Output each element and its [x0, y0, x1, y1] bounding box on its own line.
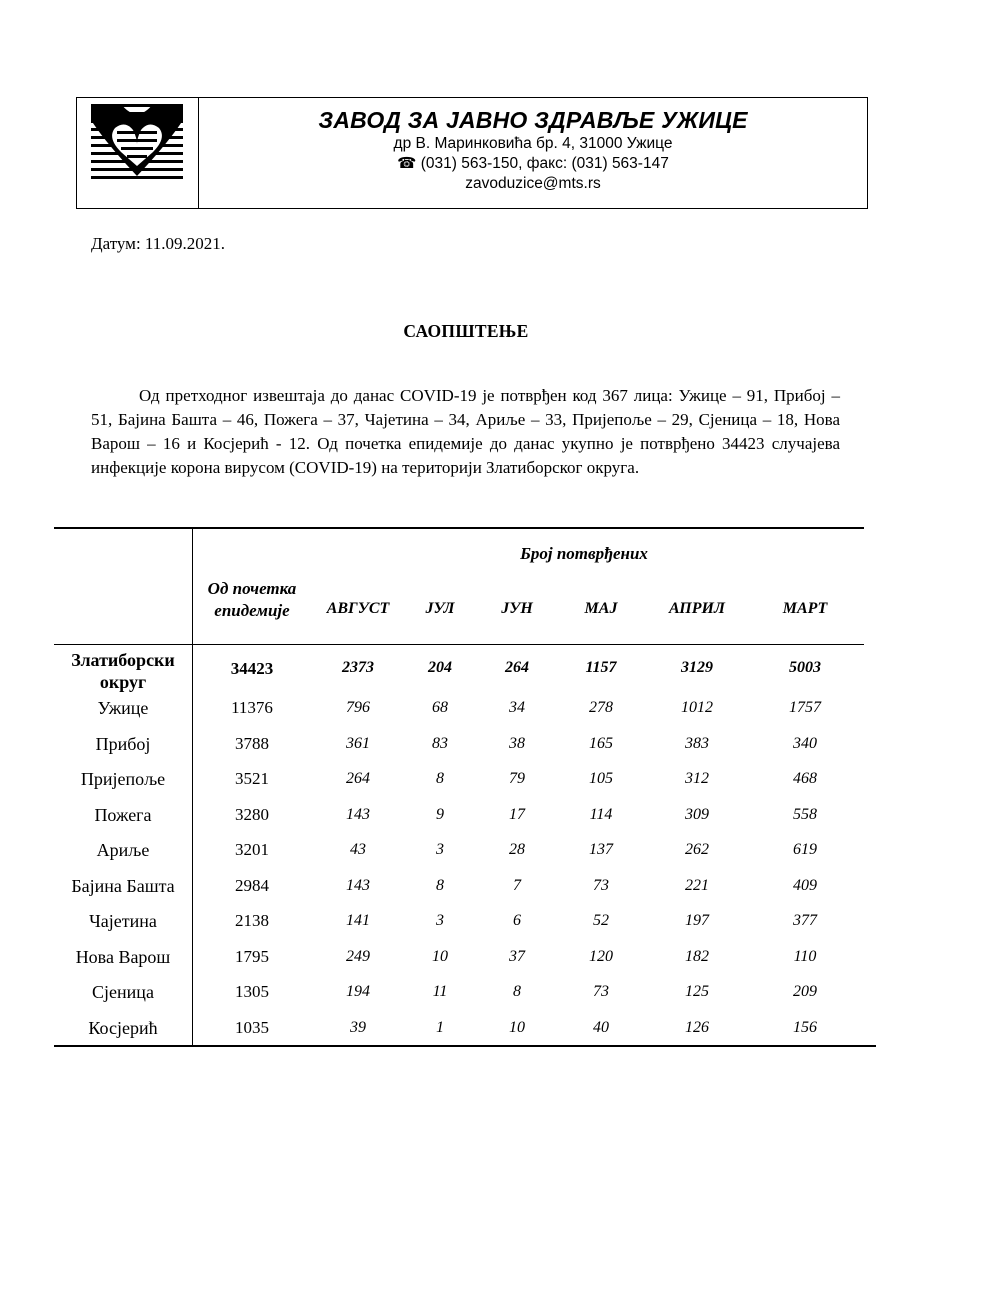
- cell-march: 209: [793, 983, 817, 1000]
- cell-may: 120: [589, 947, 613, 965]
- cell-april: 309: [685, 805, 709, 823]
- cell-may: 1157: [585, 659, 617, 676]
- cell-june: 17: [509, 805, 525, 823]
- column-header-march: МАРТ: [782, 600, 828, 617]
- cell-march: 377: [793, 912, 817, 929]
- cell-total: 1305: [235, 982, 269, 1001]
- cell-june: 34: [509, 699, 525, 716]
- cell-march: 156: [793, 1018, 817, 1036]
- cell-august: 361: [346, 734, 370, 752]
- cell-june: 8: [513, 983, 521, 1000]
- table-row: [54, 832, 876, 868]
- cell-july: 83: [432, 734, 448, 752]
- cell-total: 34423: [230, 659, 274, 678]
- cell-march: 5003: [789, 659, 821, 676]
- cell-may: 114: [589, 805, 613, 823]
- cell-june: 6: [513, 912, 521, 929]
- row-name: Сјеница: [92, 982, 154, 1002]
- org-info: [199, 98, 867, 208]
- cell-total: 11376: [231, 698, 273, 717]
- cell-april: 1012: [681, 699, 713, 716]
- org-phone: ☎ (031) 563-150, факс: (031) 563-147: [397, 155, 669, 172]
- table-row: [54, 1010, 876, 1046]
- org-address: др В. Маринковића бр. 4, 31000 Ужице: [393, 135, 673, 152]
- cell-august: 143: [346, 805, 370, 823]
- row-name: Нова Варош: [75, 946, 171, 967]
- cell-august: 796: [346, 699, 370, 716]
- cell-may: 105: [589, 770, 613, 787]
- org-name: ЗАВОД ЗА ЈАВНО ЗДРАВЉЕ УЖИЦЕ: [318, 107, 748, 133]
- cell-july: 10: [432, 947, 448, 965]
- cell-april: 182: [685, 947, 709, 965]
- cell-march: 468: [793, 770, 817, 787]
- table-row: [54, 761, 876, 797]
- cell-july: 8: [436, 876, 444, 894]
- cell-august: 194: [346, 983, 370, 1000]
- cell-june: 264: [505, 659, 529, 676]
- cell-june: 79: [509, 770, 525, 787]
- cell-august: 249: [346, 947, 370, 965]
- cell-total: 3521: [235, 769, 269, 788]
- document-date: Датум: 11.09.2021.: [91, 234, 226, 253]
- cell-total: 2984: [235, 875, 269, 895]
- column-header-total: Од почетка епидемије: [207, 579, 297, 620]
- cell-june: 37: [509, 947, 525, 965]
- cell-march: 409: [793, 876, 817, 894]
- table-row: [54, 726, 876, 762]
- cell-may: 73: [593, 876, 609, 894]
- row-name: Чајетина: [89, 911, 157, 931]
- cell-july: 68: [432, 699, 448, 716]
- cell-may: 73: [593, 983, 609, 1000]
- column-header-june: ЈУН: [501, 600, 533, 617]
- institute-logo-icon: [87, 102, 187, 182]
- cell-may: 165: [589, 734, 613, 752]
- cell-may: 52: [593, 912, 609, 929]
- cell-april: 3129: [681, 659, 713, 676]
- row-name: Златиборски округ: [71, 650, 175, 692]
- table-row: [54, 868, 876, 904]
- table-row: [54, 903, 876, 939]
- cell-july: 3: [436, 841, 444, 858]
- table-group-header: Број потврђених: [520, 544, 648, 563]
- row-name: Ужице: [97, 698, 149, 718]
- cell-total: 1035: [235, 1017, 269, 1037]
- row-name: Прибој: [95, 733, 151, 754]
- row-name: Бајина Башта: [71, 875, 175, 896]
- cell-may: 137: [589, 841, 613, 858]
- row-name: Пријепоље: [80, 769, 166, 789]
- cell-total: 3201: [235, 840, 269, 859]
- cell-april: 312: [685, 770, 709, 787]
- cell-total: 3280: [235, 804, 269, 824]
- cell-august: 143: [346, 876, 370, 894]
- cell-august: 264: [346, 770, 370, 787]
- cell-july: 1: [436, 1018, 444, 1036]
- column-header-august: АВГУСТ: [326, 600, 390, 617]
- row-name: Ариље: [96, 840, 150, 860]
- table-row: [54, 939, 876, 975]
- cell-total: 2138: [235, 911, 269, 930]
- announcement-paragraph: Од претходног извештаја до данас COVID-19 је потврђен код 367 лица: Ужице – 91, Прибој – 51, Бајина Башта – 46, Пожега – 37, Чајетина – 34, Ариље – 33, Пријепоље – 29, Сјеница – 18, Нова Варош – 16 и Косјерић - 12. Од почетка епидемије до данас укупно је потврђено 34423 случајева инфекције корона вирусом (COVID-19) на територији Златиборског округа.: [91, 386, 840, 477]
- column-header-july: ЈУЛ: [425, 600, 455, 617]
- table-total-row: [54, 647, 876, 692]
- table-rule-header: [54, 644, 864, 645]
- table-row: [54, 797, 876, 833]
- table-rule-top: [54, 527, 864, 529]
- letterhead: [76, 97, 868, 209]
- cell-june: 7: [513, 876, 521, 894]
- cell-june: 28: [509, 841, 525, 858]
- cell-march: 110: [793, 947, 817, 965]
- cell-july: 11: [432, 983, 448, 1000]
- row-name: Косјерић: [88, 1017, 158, 1038]
- cell-july: 9: [436, 805, 444, 823]
- cell-june: 38: [509, 734, 525, 752]
- cell-april: 126: [685, 1018, 709, 1036]
- cell-august: 39: [350, 1018, 366, 1036]
- org-email: zavoduzice@mts.rs: [465, 175, 601, 192]
- logo-cell: [77, 98, 199, 208]
- column-header-may: МАЈ: [584, 600, 618, 617]
- cell-april: 197: [685, 912, 709, 929]
- cell-july: 204: [428, 659, 452, 676]
- cell-june: 10: [509, 1018, 525, 1036]
- cell-july: 3: [436, 912, 444, 929]
- cell-april: 262: [685, 841, 709, 858]
- table-row: [54, 974, 876, 1010]
- document-title: САОПШТЕЊЕ: [403, 321, 529, 341]
- cell-march: 558: [793, 805, 817, 823]
- cell-total: 1795: [235, 946, 269, 966]
- cell-july: 8: [436, 770, 444, 787]
- cell-april: 383: [685, 734, 709, 752]
- cell-august: 2373: [342, 659, 374, 676]
- row-name: Пожега: [94, 804, 152, 825]
- cell-august: 43: [350, 841, 366, 858]
- cell-may: 40: [593, 1018, 609, 1036]
- cell-march: 1757: [789, 699, 821, 716]
- cell-march: 340: [793, 734, 817, 752]
- cases-table: [54, 527, 876, 1049]
- cell-may: 278: [589, 699, 613, 716]
- cell-august: 141: [346, 912, 370, 929]
- column-header-april: АПРИЛ: [669, 600, 725, 617]
- cell-total: 3788: [235, 733, 269, 753]
- table-row: [54, 690, 876, 726]
- cell-march: 619: [793, 841, 817, 858]
- cell-april: 125: [685, 983, 709, 1000]
- cell-april: 221: [685, 876, 709, 894]
